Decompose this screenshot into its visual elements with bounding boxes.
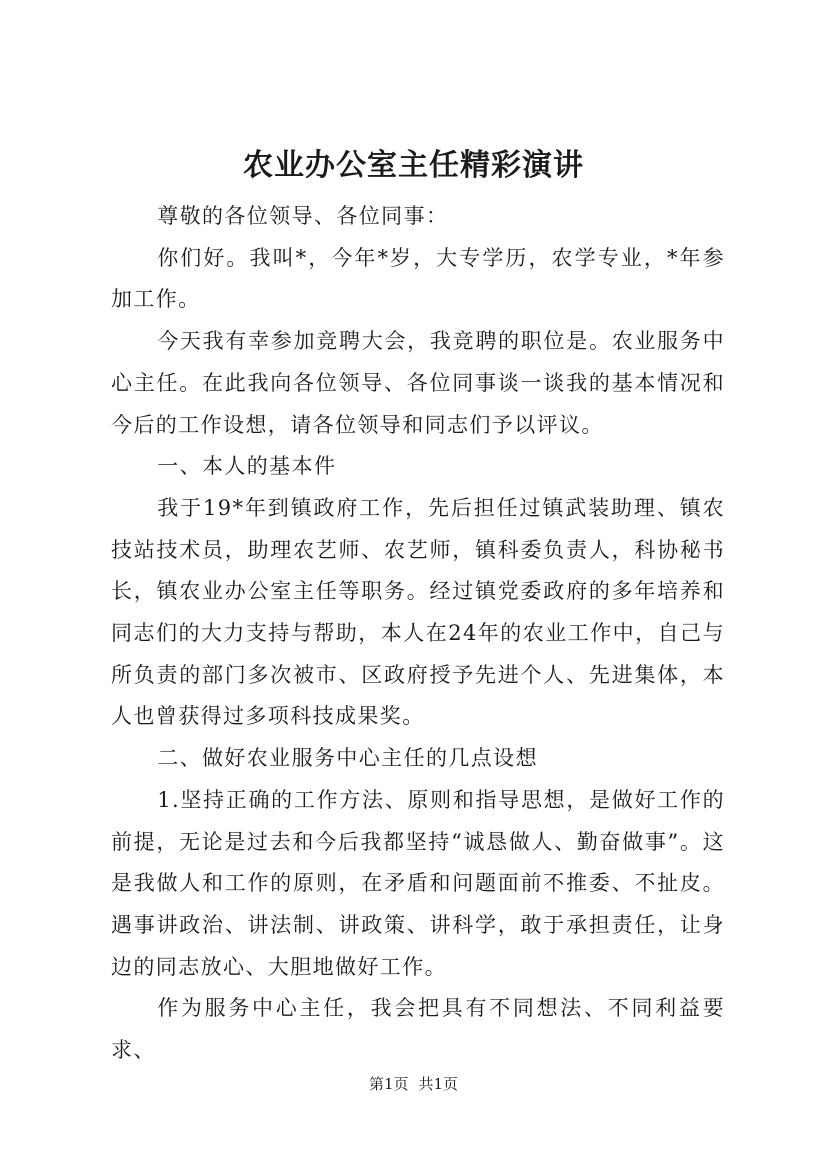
page-total: 共1页 xyxy=(418,1075,459,1093)
page-number: 第1页 xyxy=(368,1075,409,1093)
section-heading-1: 一、本人的基本件 xyxy=(157,454,337,479)
intro-paragraph: 今天我有幸参加竞聘大会，我竞聘的职位是。农业服务中心主任。在此我向各位领导、各位同事谈一谈我的基本情况和今后的工作设想，请各位领导和同志们予以评议。 xyxy=(111,329,725,437)
section-heading-2: 二、做好农业服务中心主任的几点设想 xyxy=(157,746,538,771)
document-title: 农业办公室主任精彩演讲 xyxy=(243,148,584,183)
document-body xyxy=(111,196,725,1072)
point-1-paragraph: 1.坚持正确的工作方法、原则和指导思想，是做好工作的前提，无论是过去和今后我都坚持“诚恳做人、勤奋做事”。这是我做人和工作的原则，在矛盾和问题面前不推委、不扯皮。遇事讲政治、讲法制、讲政策、讲科学，敢于承担责任，让身边的同志放心、大胆地做好工作。 xyxy=(111,787,725,979)
background-paragraph: 我于19*年到镇政府工作，先后担任过镇武装助理、镇农技站技术员，助理农艺师、农艺师，镇科委负责人，科协秘书长，镇农业办公室主任等职务。经过镇党委政府的多年培养和同志们的大力支持与帮助，本人在24年的农业工作中，自己与所负责的部门多次被市、区政府授予先进个人、先进集体，本人也曾获得过多项科技成果奖。 xyxy=(111,495,725,729)
salutation-paragraph: 尊敬的各位领导、各位同事： xyxy=(157,204,449,228)
greeting-paragraph: 你们好。我叫*，今年*岁，大专学历，农学专业，*年参加工作。 xyxy=(111,245,725,312)
continuation-paragraph: 作为服务中心主任，我会把具有不同想法、不同利益要求、 xyxy=(111,996,725,1063)
page-footer xyxy=(0,1074,827,1094)
